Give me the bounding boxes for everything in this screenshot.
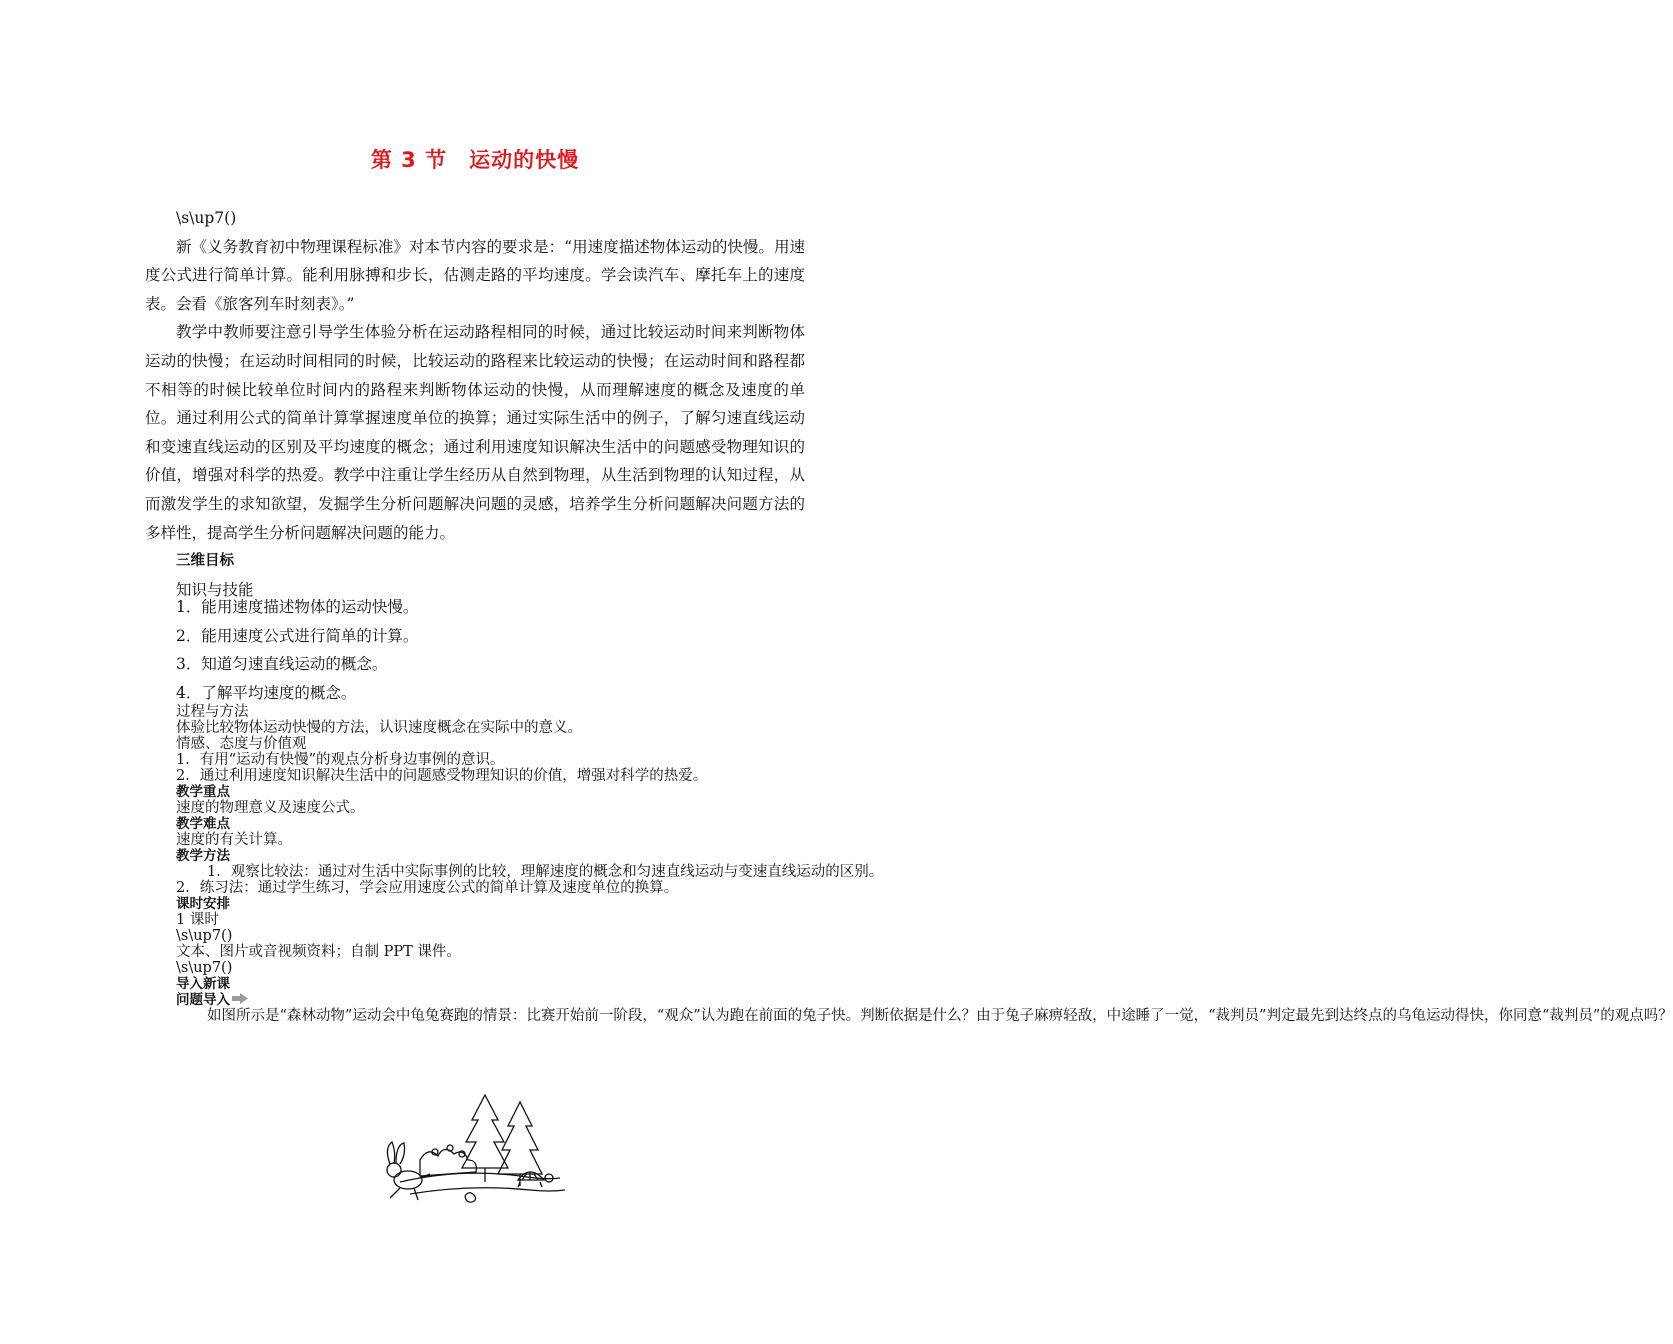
objectives-heading: 三维目标 — [176, 553, 234, 570]
process-text: 体验比较物体运动快慢的方法，认识速度概念在实际中的意义。 — [176, 720, 582, 736]
arrow-right-icon — [232, 992, 248, 1008]
list-item: 4．了解平均速度的概念。 — [176, 683, 357, 702]
list-item: 1．能用速度描述物体的运动快慢。 — [176, 598, 419, 616]
method-item-2: 2．练习法：通过学生练习，学会应用速度公式的简单计算及速度单位的换算。 — [176, 880, 679, 896]
page-title — [0, 144, 950, 174]
question-text: 如图所示是“森林动物”运动会中龟兔赛跑的情景：比赛开始前一阶段，“观众”认为跑在前面的兔子快。判断依据是什么？由于兔子麻痹轻敌，中途睡了一觉，“裁判员”判定最先到达终点的乌龟运动得快，你同意“裁判员”的观点吗？ — [207, 1008, 1673, 1024]
knowledge-list — [176, 593, 418, 707]
key-points-heading: 教学重点 — [176, 784, 230, 800]
difficulty-text: 速度的有关计算。 — [176, 832, 292, 848]
schedule-heading: 课时安排 — [176, 896, 230, 912]
question-heading: 问题导入 — [176, 992, 230, 1008]
knowledge-skills-heading: 知识与技能 — [176, 580, 254, 599]
lower-section — [176, 704, 1673, 1024]
key-points-text: 速度的物理意义及速度公式。 — [176, 800, 365, 816]
method-heading: 教学方法 — [176, 848, 230, 864]
title-topic: 运动的快慢 — [469, 148, 580, 172]
emotion-item-2: 2．通过利用速度知识解决生活中的问题感受物理知识的价值，增强对科学的热爱。 — [176, 768, 708, 784]
code-placeholder-2: \s\up7() — [176, 928, 233, 944]
code-placeholder-3: \s\up7() — [176, 960, 233, 976]
resources-text: 文本、图片或音视频资料；自制 PPT 课件。 — [176, 944, 461, 960]
emotion-item-1: 1．有用“运动有快慢”的观点分析身边事例的意识。 — [176, 752, 505, 768]
difficulty-heading: 教学难点 — [176, 816, 230, 832]
emotion-heading: 情感、态度与价值观 — [176, 736, 307, 752]
schedule-text: 1 课时 — [176, 912, 219, 928]
list-item: 3．知道匀速直线运动的概念。 — [176, 655, 388, 673]
code-placeholder-1: \s\up7() — [176, 209, 237, 227]
method-item-1: 1．观察比较法：通过对生活中实际事例的比较，理解速度的概念和匀速直线运动与变速直线运动的区别。 — [207, 864, 884, 880]
intro-section — [145, 204, 805, 604]
curriculum-paragraph: 新《义务教育初中物理课程标准》对本节内容的要求是：“用速度描述物体运动的快慢。用速度公式进行简单计算。能利用脉搏和步长，估测走路的平均速度。学会读汽车、摩托车上的速度表。会看《旅客列车时刻表》。” — [145, 237, 805, 313]
list-item: 2．能用速度公式进行简单的计算。 — [176, 626, 419, 645]
teaching-paragraph: 教学中教师要注意引导学生体验分析在运动路程相同的时候，通过比较运动时间来判断物体运动的快慢；在运动时间相同的时候，比较运动的路程来比较运动的快慢；在运动时间和路程都不相等的时候比较单位时间内的路程来判断物体运动的快慢，从而理解速度的概念及速度的单位。通过利用公式的简单计算掌握速度单位的换算；通过实际生活中的例子，了解匀速直线运动和变速直线运动的区别及平均速度的概念；通过利用速度知识解决生活中的问题感受物理知识的价值，增强对科学的热爱。教学中注重让学生经历从自然到物理，从生活到物理的认知过程，从而激发学生的求知欲望，发掘学生分析问题解决问题的灵感，培养学生分析问题解决问题方法的多样性，提高学生分析问题解决问题的能力。 — [145, 323, 805, 542]
title-section-number: 第 3 节 — [370, 148, 448, 172]
intro-heading: 导入新课 — [176, 976, 230, 992]
process-heading: 过程与方法 — [176, 704, 249, 720]
question-heading-row — [176, 992, 816, 1008]
tortoise-hare-race-illustration — [380, 1090, 570, 1210]
